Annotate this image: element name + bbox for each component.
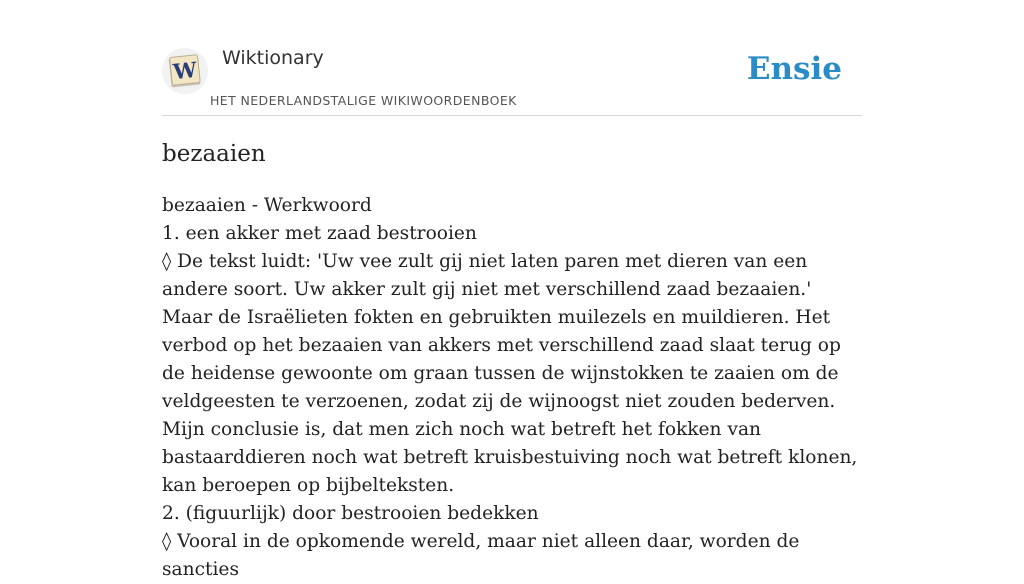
entry-heading-line: bezaaien - Werkwoord [162, 195, 372, 216]
wiktionary-logo-icon[interactable] [162, 48, 208, 94]
definition-1: 1. een akker met zaad bestrooien [162, 223, 477, 244]
site-name[interactable]: Wiktionary [222, 47, 324, 69]
brand-logo[interactable]: Ensie [746, 51, 842, 87]
logo-letter: W [171, 56, 198, 85]
site-header [162, 40, 862, 116]
entry-content [162, 138, 862, 584]
entry-body [162, 192, 862, 584]
example-1: ◊ De tekst luidt: 'Uw vee zult gij niet laten paren met dieren van een andere soort. Uw akker zult gij niet met verschillend zaad bezaaien.' Maar de Israëlieten fokten en gebruikten muilezels en muildieren. Het verbod op het bezaaien van akkers met verschillend zaad slaat terug op de heidense gewoonte om graan tussen de wijnstokken te zaaien om de veldgeesten te verzoenen, zodat zij de wijnoogst niet zouden bederven. Mijn conclusie is, dat men zich noch wat betreft het fokken van bastaarddieren noch wat betreft kruisbestuiving noch wat betreft klonen, kan beroepen op bijbelteksten. [162, 251, 858, 496]
site-subtitle: HET NEDERLANDSTALIGE WIKIWOORDENBOEK [210, 93, 517, 108]
logo-tile-graphic [165, 51, 205, 91]
example-2: ◊ Vooral in de opkomende wereld, maar niet alleen daar, worden de sancties [162, 531, 800, 580]
entry-title: bezaaien [162, 141, 266, 167]
definition-2: 2. (figuurlijk) door bestrooien bedekken [162, 503, 539, 524]
